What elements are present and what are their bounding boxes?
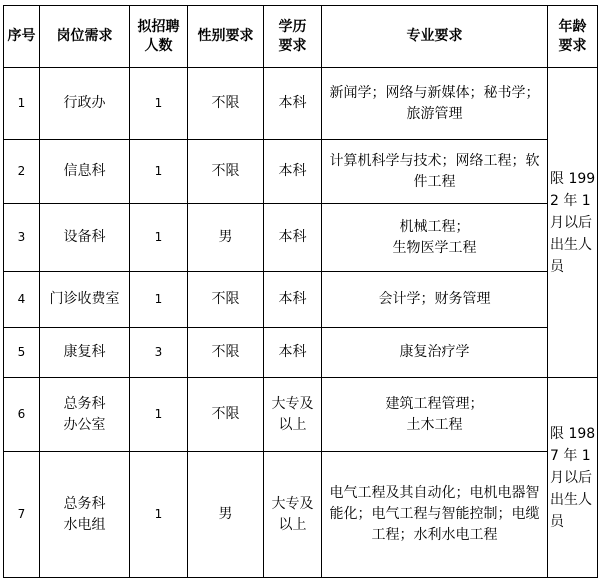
cell-position: 康复科 <box>40 328 130 378</box>
cell-education: 本科 <box>264 204 322 272</box>
cell-seq: 5 <box>4 328 40 378</box>
header-row <box>4 6 598 68</box>
cell-position: 门诊收费室 <box>40 272 130 328</box>
table-row <box>4 452 598 578</box>
cell-position: 信息科 <box>40 140 130 204</box>
cell-count: 1 <box>130 378 188 452</box>
cell-education: 本科 <box>264 140 322 204</box>
cell-seq: 2 <box>4 140 40 204</box>
cell-major: 机械工程； 生物医学工程 <box>322 204 548 272</box>
cell-age-group-1: 限 1992 年 1 月以后出生人员 <box>548 68 598 378</box>
header-position: 岗位需求 <box>40 6 130 68</box>
header-count: 拟招聘 人数 <box>130 6 188 68</box>
table-row <box>4 140 598 204</box>
table-row <box>4 204 598 272</box>
cell-education: 本科 <box>264 272 322 328</box>
cell-gender: 男 <box>188 204 264 272</box>
cell-count: 1 <box>130 204 188 272</box>
cell-gender: 不限 <box>188 272 264 328</box>
cell-count: 1 <box>130 452 188 578</box>
cell-count: 1 <box>130 140 188 204</box>
cell-position: 总务科 水电组 <box>40 452 130 578</box>
cell-gender: 男 <box>188 452 264 578</box>
table-row <box>4 68 598 140</box>
cell-seq: 6 <box>4 378 40 452</box>
cell-education: 本科 <box>264 328 322 378</box>
table-row <box>4 272 598 328</box>
cell-count: 1 <box>130 68 188 140</box>
cell-major: 康复治疗学 <box>322 328 548 378</box>
table-row <box>4 328 598 378</box>
cell-count: 1 <box>130 272 188 328</box>
cell-seq: 7 <box>4 452 40 578</box>
cell-major: 新闻学；网络与新媒体；秘书学； 旅游管理 <box>322 68 548 140</box>
header-gender: 性别要求 <box>188 6 264 68</box>
cell-seq: 3 <box>4 204 40 272</box>
recruitment-table <box>3 5 598 578</box>
cell-count: 3 <box>130 328 188 378</box>
cell-age-group-2: 限 1987 年 1 月以后出生人员 <box>548 378 598 578</box>
cell-gender: 不限 <box>188 140 264 204</box>
cell-major: 建筑工程管理； 土木工程 <box>322 378 548 452</box>
cell-education: 大专及 以上 <box>264 452 322 578</box>
cell-position: 总务科 办公室 <box>40 378 130 452</box>
cell-gender: 不限 <box>188 68 264 140</box>
header-age: 年龄 要求 <box>548 6 598 68</box>
table-row <box>4 378 598 452</box>
header-seq: 序号 <box>4 6 40 68</box>
cell-gender: 不限 <box>188 378 264 452</box>
cell-gender: 不限 <box>188 328 264 378</box>
header-major: 专业要求 <box>322 6 548 68</box>
cell-education: 大专及 以上 <box>264 378 322 452</box>
cell-major: 会计学；财务管理 <box>322 272 548 328</box>
cell-position: 设备科 <box>40 204 130 272</box>
header-education: 学历 要求 <box>264 6 322 68</box>
cell-position: 行政办 <box>40 68 130 140</box>
cell-major: 电气工程及其自动化；电机电器智 能化；电气工程与智能控制；电缆 工程；水利水电工程 <box>322 452 548 578</box>
cell-seq: 1 <box>4 68 40 140</box>
cell-education: 本科 <box>264 68 322 140</box>
cell-major: 计算机科学与技术；网络工程；软 件工程 <box>322 140 548 204</box>
cell-seq: 4 <box>4 272 40 328</box>
